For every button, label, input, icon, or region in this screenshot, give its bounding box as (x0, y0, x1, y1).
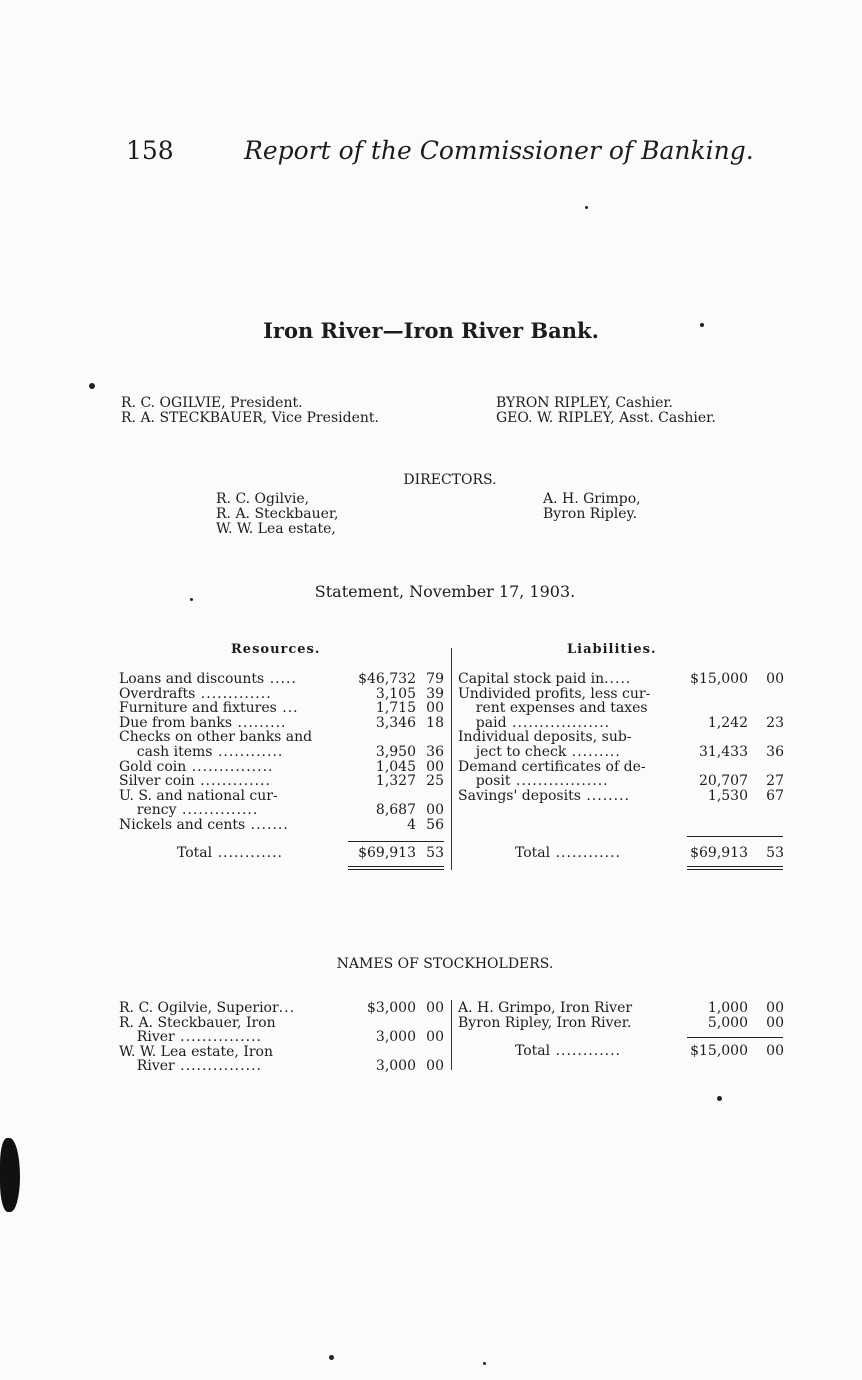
row-label (119, 789, 278, 804)
row-dollars: 3,000 (375, 1029, 416, 1046)
director-name: Byron Ripley. (543, 506, 638, 522)
liability-row (458, 774, 788, 789)
row-cents: 00 (766, 1043, 784, 1059)
row-leader: ..... (604, 671, 632, 687)
row-label-text: W. W. Lea estate, Iron (119, 1043, 273, 1060)
row-label-text: Demand certificates of de- (458, 758, 646, 775)
resource-row (119, 818, 449, 833)
row-cents: 00 (426, 1000, 444, 1016)
row-label-text: Gold coin (119, 758, 187, 775)
resource-row (119, 789, 449, 804)
row-label (458, 789, 630, 804)
total-row (458, 1044, 788, 1059)
scan-speck (329, 1355, 334, 1360)
liability-row (458, 687, 788, 702)
row-label (119, 730, 312, 745)
row-label-text: River (119, 1029, 175, 1046)
resource-row (119, 701, 449, 716)
stockholders-total-row (458, 1044, 788, 1059)
scan-speck (700, 323, 704, 327)
row-leader: ... (278, 1000, 296, 1016)
resource-row (119, 687, 449, 702)
row-dollars: 1,045 (375, 758, 416, 775)
row-leader: ........ (580, 787, 630, 804)
running-title: Report of the Commissioner of Banking. (244, 136, 754, 165)
row-dollars: 1,242 (707, 714, 748, 731)
row-leader: ............... (174, 1058, 262, 1075)
row-leader: ............... (186, 758, 274, 775)
row-label (119, 760, 273, 775)
row-label-text: R. C. Ogilvie, Superior (119, 1000, 279, 1016)
row-label (515, 846, 621, 861)
row-label (119, 774, 271, 789)
stockholder-row (119, 1059, 449, 1074)
row-label-text: Individual deposits, sub- (458, 729, 632, 746)
stockholders-left-table (119, 1001, 449, 1074)
total-double-rule (687, 869, 783, 870)
row-dollars: $15,000 (690, 1043, 748, 1059)
liability-row (458, 730, 788, 745)
row-cents: 36 (426, 743, 444, 760)
row-label (458, 701, 648, 716)
officers-left (121, 396, 379, 426)
row-label-text: Nickels and cents (119, 816, 246, 833)
row-label-text: Silver coin (119, 773, 195, 790)
row-label-text: R. A. Steckbauer, Iron (119, 1014, 276, 1031)
liability-row (458, 745, 788, 760)
row-label (458, 745, 621, 760)
row-label-text: Savings' deposits (458, 787, 581, 804)
row-cents: 56 (426, 816, 444, 833)
resource-row (119, 730, 449, 745)
row-label (119, 803, 258, 818)
row-label (458, 716, 610, 731)
row-cents: 18 (426, 714, 444, 731)
liability-row (458, 789, 788, 804)
row-dollars: $69,913 (358, 845, 416, 861)
row-dollars: 1,327 (375, 773, 416, 790)
column-divider (451, 1000, 452, 1070)
scan-blot (0, 1138, 20, 1212)
row-label-text: Overdrafts (119, 685, 196, 702)
row-dollars: 3,105 (375, 685, 416, 702)
row-label-text: paid (458, 714, 507, 731)
total-double-rule (348, 866, 444, 867)
row-label-text: Byron Ripley, Iron River. (458, 1014, 632, 1031)
row-cents: 00 (426, 1058, 444, 1075)
resource-row (119, 716, 449, 731)
total-row (458, 846, 788, 861)
stockholders-right-table (458, 1001, 788, 1030)
row-leader: ....... (245, 816, 289, 833)
director-name: W. W. Lea estate, (216, 521, 336, 537)
bank-title: Iron River—Iron River Bank. (263, 318, 599, 343)
scan-speck (89, 383, 95, 389)
row-label-text: Checks on other banks and (119, 729, 313, 746)
row-cents: 00 (426, 1029, 444, 1046)
row-dollars: $69,913 (690, 845, 748, 861)
resources-heading: Resources. (231, 642, 321, 657)
row-label-text: U. S. and national cur- (119, 787, 278, 804)
liability-row (458, 672, 788, 687)
scan-speck (190, 598, 193, 601)
row-label (458, 672, 631, 687)
stockholder-row (119, 1045, 449, 1060)
row-label-text: A. H. Grimpo, Iron River (458, 1000, 633, 1016)
row-cents: 67 (766, 787, 784, 804)
resource-row (119, 745, 449, 760)
liability-row (458, 716, 788, 731)
row-label (119, 1016, 276, 1031)
row-label (119, 1001, 295, 1016)
row-label-text: posit (458, 773, 511, 790)
directors-left (216, 492, 339, 537)
row-cents: 00 (426, 700, 444, 717)
page-number: 158 (126, 136, 174, 165)
row-dollars: 1,000 (707, 1000, 748, 1016)
scan-speck (717, 1096, 722, 1101)
row-dollars: 20,707 (699, 773, 748, 790)
stockholder-row (119, 1030, 449, 1045)
resources-table (119, 672, 449, 833)
row-cents: 25 (426, 773, 444, 790)
row-label (119, 1030, 262, 1045)
row-label-text: cash items (119, 743, 213, 760)
row-dollars: 8,687 (375, 802, 416, 819)
row-label (458, 1016, 631, 1031)
row-label-text: Total (177, 845, 213, 861)
row-dollars: 3,950 (375, 743, 416, 760)
row-label-text: Total (515, 845, 551, 861)
stockholders-heading: NAMES OF STOCKHOLDERS. (336, 956, 554, 972)
officers-right (496, 396, 716, 426)
resource-row (119, 803, 449, 818)
total-rule (687, 1037, 783, 1038)
row-label-text: Total (515, 1043, 551, 1059)
stockholder-row (119, 1001, 449, 1016)
row-label (458, 774, 609, 789)
row-cents: 36 (766, 743, 784, 760)
row-dollars: 4 (407, 816, 416, 833)
row-dollars: $15,000 (690, 671, 748, 687)
stockholder-row (119, 1016, 449, 1031)
row-leader: ............ (212, 845, 283, 861)
row-label (119, 1059, 262, 1074)
row-label-text: rent expenses and taxes (458, 700, 648, 717)
total-rule (348, 841, 444, 842)
row-label (458, 687, 650, 702)
row-label (119, 672, 297, 687)
director-name: A. H. Grimpo, (543, 491, 641, 507)
column-divider (451, 648, 452, 870)
row-label (119, 701, 299, 716)
row-dollars: 1,530 (707, 787, 748, 804)
row-leader: ... (276, 700, 299, 717)
liabilities-table (458, 672, 788, 803)
row-label (515, 1044, 621, 1059)
row-leader: ..... (264, 671, 297, 687)
row-leader: ......... (232, 714, 287, 731)
row-cents: 27 (766, 773, 784, 790)
row-cents: 39 (426, 685, 444, 702)
row-leader: ......... (566, 743, 621, 760)
liability-row (458, 760, 788, 775)
total-double-rule (687, 866, 783, 867)
row-cents: 00 (426, 758, 444, 775)
scan-speck (483, 1362, 486, 1365)
total-row (119, 846, 449, 861)
row-label (119, 687, 272, 702)
row-label (458, 760, 646, 775)
row-dollars: 1,715 (375, 700, 416, 717)
row-label-text: Due from banks (119, 714, 232, 731)
row-cents: 53 (426, 845, 444, 861)
directors-right (543, 492, 641, 522)
row-leader: ............ (212, 743, 284, 760)
row-leader: ................. (510, 773, 609, 790)
total-double-rule (348, 869, 444, 870)
row-label-text: River (119, 1058, 175, 1075)
resource-row (119, 672, 449, 687)
row-dollars: 5,000 (707, 1014, 748, 1031)
liabilities-heading: Liabilities. (567, 642, 657, 657)
row-label-text: Undivided profits, less cur- (458, 685, 651, 702)
row-leader: ............... (174, 1029, 262, 1046)
row-dollars: 31,433 (699, 743, 748, 760)
scan-speck (585, 206, 588, 209)
stockholder-row (458, 1016, 788, 1031)
row-leader: ............. (194, 773, 271, 790)
resource-row (119, 774, 449, 789)
row-cents: 00 (766, 1014, 784, 1031)
row-cents: 00 (766, 1000, 784, 1016)
resource-row (119, 760, 449, 775)
row-label-text: Furniture and fixtures (119, 700, 277, 717)
directors-heading: DIRECTORS. (403, 472, 497, 488)
row-label (119, 745, 283, 760)
row-label-text: rency (119, 802, 177, 819)
officer-cashier: BYRON RIPLEY, Cashier. (496, 395, 673, 411)
row-label-text: Loans and discounts (119, 671, 265, 687)
row-dollars: 3,346 (375, 714, 416, 731)
row-label-text: ject to check (458, 743, 567, 760)
director-name: R. A. Steckbauer, (216, 506, 339, 522)
row-label (458, 730, 632, 745)
row-label (119, 818, 289, 833)
row-leader: ............ (550, 1043, 621, 1059)
resources-total-row (119, 846, 449, 861)
row-dollars: $3,000 (367, 1000, 416, 1016)
row-label (458, 1001, 632, 1016)
row-label (177, 846, 283, 861)
stockholder-row (458, 1001, 788, 1016)
row-label (119, 1045, 273, 1060)
row-cents: 00 (766, 671, 784, 687)
row-label-text: Capital stock paid in (458, 671, 605, 687)
row-leader: ............ (550, 845, 621, 861)
row-leader: ............. (195, 685, 272, 702)
liabilities-total-row (458, 846, 788, 861)
statement-heading: Statement, November 17, 1903. (314, 582, 576, 601)
row-dollars: 3,000 (375, 1058, 416, 1075)
officer-vice-president: R. A. STECKBAUER, Vice President. (121, 410, 379, 426)
director-name: R. C. Ogilvie, (216, 491, 310, 507)
row-dollars: $46,732 (358, 671, 416, 687)
liability-row (458, 701, 788, 716)
row-cents: 00 (426, 802, 444, 819)
row-cents: 79 (426, 671, 444, 687)
row-label (119, 716, 287, 731)
total-rule (687, 836, 783, 837)
officer-asst-cashier: GEO. W. RIPLEY, Asst. Cashier. (496, 410, 716, 426)
row-leader: .............. (176, 802, 259, 819)
row-cents: 53 (766, 845, 784, 861)
officer-president: R. C. OGILVIE, President. (121, 395, 303, 411)
row-cents: 23 (766, 714, 784, 731)
row-leader: .................. (506, 714, 611, 731)
